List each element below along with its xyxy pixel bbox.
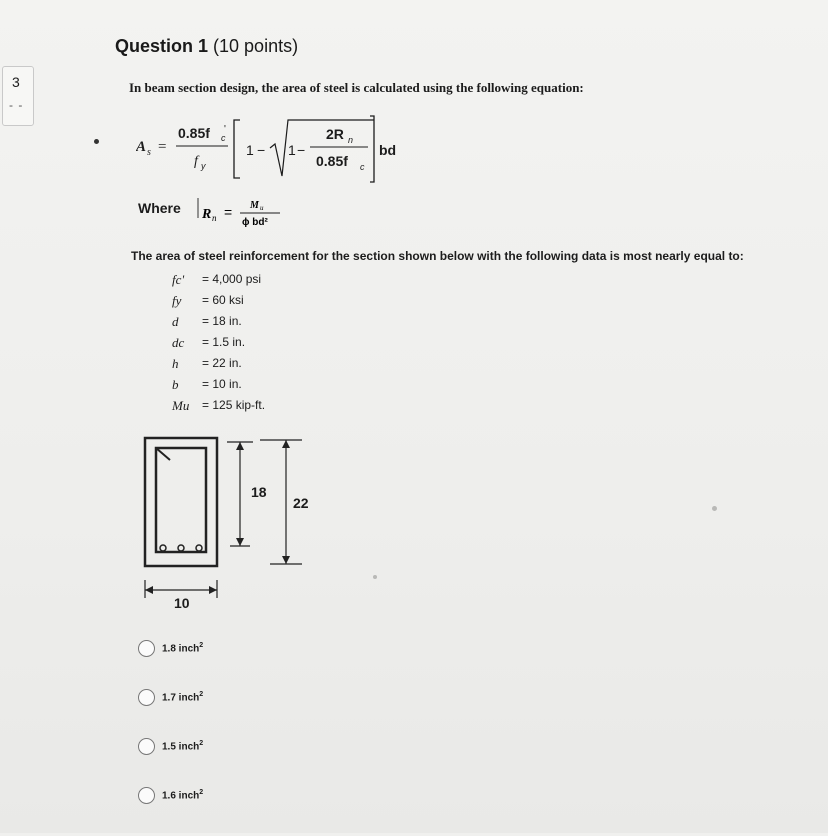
rn-den: ϕ bd² — [242, 217, 268, 228]
option-label — [162, 789, 203, 801]
given-value: = 1.5 in. — [202, 335, 246, 349]
option-sup: 2 — [199, 789, 204, 796]
given-symbol: dc — [172, 335, 185, 350]
radio-button[interactable] — [138, 689, 155, 706]
b-label: 10 — [174, 595, 190, 611]
svg-text:=: = — [224, 204, 233, 220]
option-text: 1.5 inch — [162, 741, 200, 753]
rebar — [178, 545, 184, 551]
option-text: 1.8 inch — [162, 643, 200, 655]
formula-one: 1 — [246, 142, 254, 158]
svg-text:u: u — [260, 204, 264, 212]
given-value: = 4,000 psi — [202, 272, 262, 286]
formula-inner-minus: − — [297, 142, 306, 158]
option-sup: 2 — [199, 642, 204, 649]
rn-definition — [196, 196, 296, 232]
formula-tail: bd — [379, 142, 397, 158]
given-symbol: Mu — [172, 398, 190, 413]
rebar — [160, 545, 166, 551]
question-title-label: Question 1 — [115, 36, 209, 56]
formula-inner-den: 0.85f — [316, 153, 348, 169]
given-value: = 10 in. — [202, 377, 242, 391]
question-status-dashes: - - — [9, 98, 24, 112]
svg-text:': ' — [224, 124, 226, 135]
h-label: 22 — [293, 495, 309, 511]
svg-text:=: = — [158, 139, 167, 155]
svg-text:n: n — [348, 135, 354, 145]
steel-area-formula — [136, 114, 436, 184]
where-label: Where — [138, 200, 181, 216]
formula-minus: − — [257, 142, 266, 158]
question-title — [115, 36, 298, 57]
given-value: = 22 in. — [202, 356, 242, 370]
beam-section-diagram — [130, 430, 330, 615]
formula-inner-one: 1 — [288, 142, 296, 158]
rn-num: M — [250, 200, 259, 211]
question-points: (10 points) — [213, 36, 299, 56]
svg-text:y: y — [201, 161, 206, 171]
given-symbol: h — [172, 356, 179, 371]
intro-text: In beam section design, the area of steel is calculated using the following equation: — [129, 80, 584, 95]
option-label — [162, 691, 203, 703]
given-value: = 18 in. — [202, 314, 242, 328]
given-symbol: fc' — [172, 272, 185, 287]
option-label — [162, 740, 203, 752]
option-sup: 2 — [199, 691, 204, 698]
formula-lhs-sub: s — [147, 147, 151, 158]
svg-text:c: c — [221, 133, 226, 143]
radio-button[interactable] — [138, 787, 155, 804]
question-prompt: The area of steel reinforcement for the section shown below with the following data is most nearly equal to: — [131, 249, 744, 263]
d-label: 18 — [251, 484, 267, 500]
formula-inner-num: 2R — [326, 126, 344, 142]
formula-lhs: A — [136, 139, 147, 155]
option-sup: 2 — [199, 740, 204, 747]
given-symbol: b — [172, 377, 179, 392]
question-number: 3 — [12, 74, 20, 90]
given-symbol: fy — [172, 293, 182, 308]
option-label — [162, 642, 203, 654]
rebar — [196, 545, 202, 551]
bullet-dot — [94, 139, 99, 144]
given-value: = 125 kip-ft. — [202, 398, 266, 412]
formula-coef-den: f — [194, 154, 198, 169]
given-value: = 60 ksi — [202, 293, 244, 307]
option-text: 1.7 inch — [162, 692, 200, 704]
given-symbol: d — [172, 314, 179, 329]
stirrup-hook — [156, 448, 170, 460]
option-text: 1.6 inch — [162, 790, 200, 802]
radio-button[interactable] — [138, 640, 155, 657]
svg-text:n: n — [212, 213, 217, 223]
rn-symbol: R — [202, 207, 212, 222]
screen-speck — [712, 506, 717, 511]
svg-text:c: c — [360, 162, 365, 172]
formula-coef-num: 0.85f — [178, 125, 210, 141]
screen-speck — [373, 575, 377, 579]
stirrup — [156, 448, 206, 552]
radio-button[interactable] — [138, 738, 155, 755]
